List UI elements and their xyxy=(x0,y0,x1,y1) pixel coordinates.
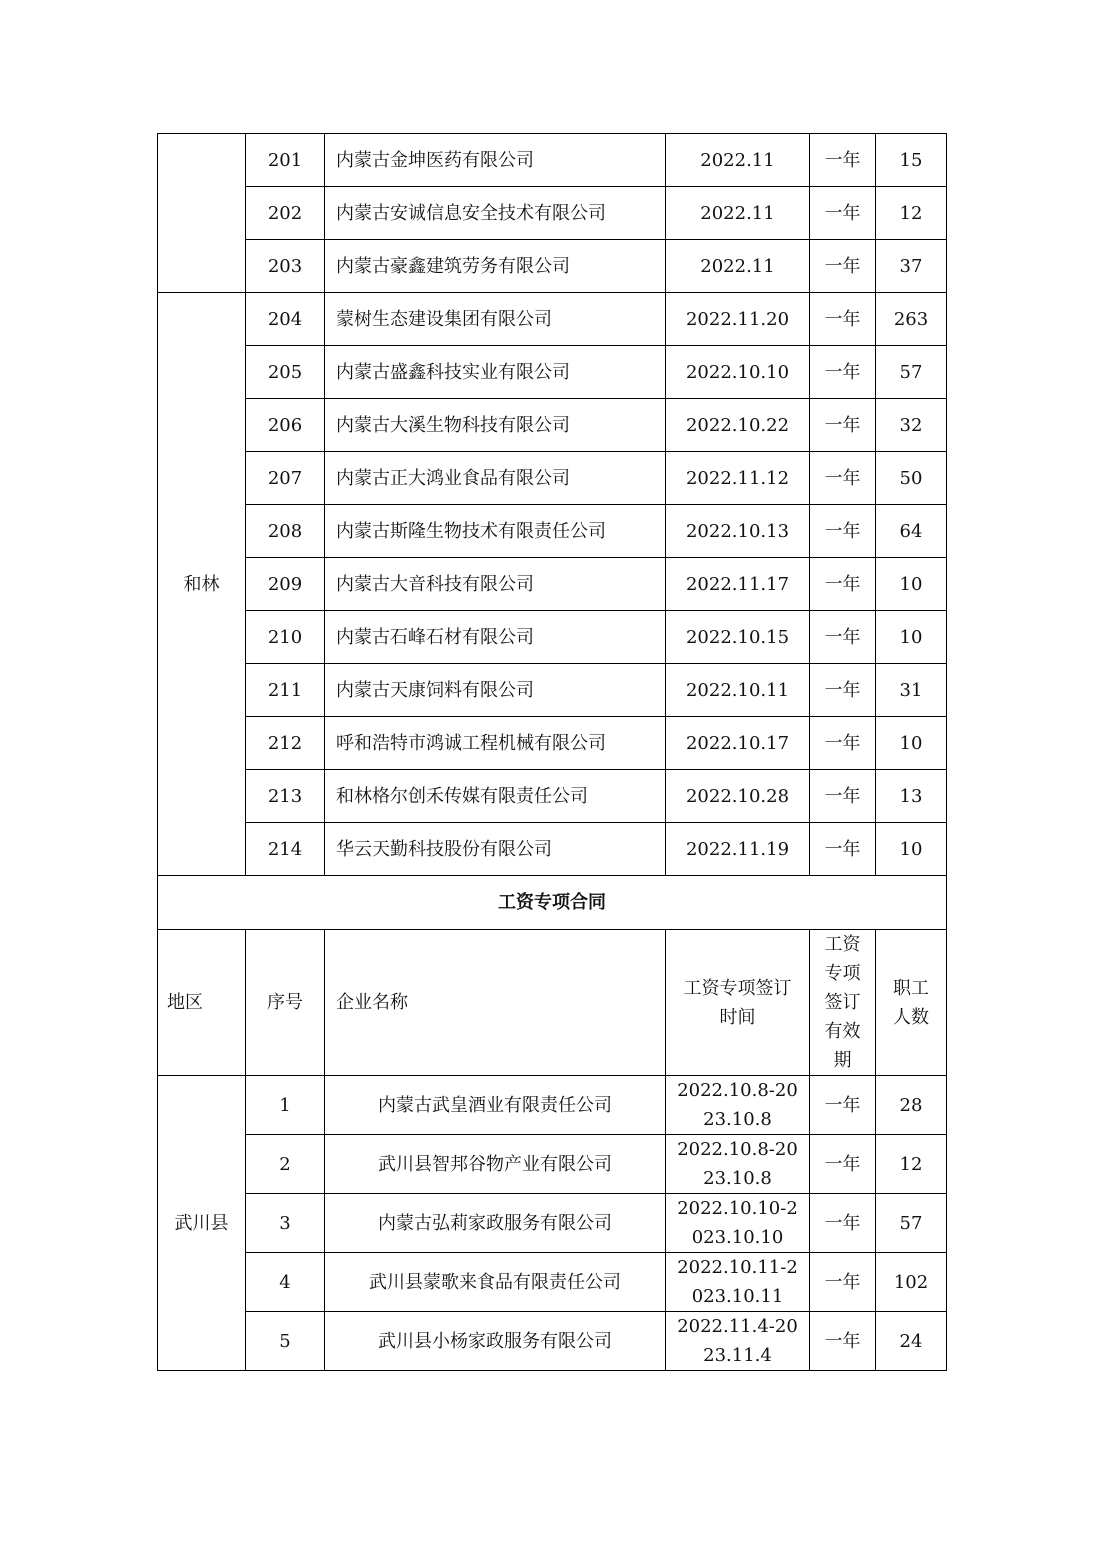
date-cell: 2022.11 xyxy=(666,240,810,293)
term-cell: 一年 xyxy=(810,1194,876,1253)
company-cell: 内蒙古天康饲料有限公司 xyxy=(325,664,666,717)
date-range-cell xyxy=(666,1194,810,1253)
term-cell: 一年 xyxy=(810,558,876,611)
table-row xyxy=(158,611,947,664)
table-row xyxy=(158,1194,947,1253)
workers-cell: 102 xyxy=(876,1253,947,1312)
term-cell: 一年 xyxy=(810,240,876,293)
date-range-line: 2022.10.8-20 xyxy=(677,1080,798,1101)
date-range-line: 023.10.11 xyxy=(691,1286,784,1307)
workers-cell: 263 xyxy=(876,293,947,346)
header-validity-line: 期 xyxy=(833,1050,852,1071)
company-cell: 内蒙古金坤医药有限公司 xyxy=(325,134,666,187)
table-row xyxy=(158,717,947,770)
workers-cell: 10 xyxy=(876,611,947,664)
term-cell: 一年 xyxy=(810,1076,876,1135)
workers-cell: 32 xyxy=(876,399,947,452)
term-cell: 一年 xyxy=(810,664,876,717)
seq-cell: 1 xyxy=(246,1076,325,1135)
header-workers-line: 职工 xyxy=(893,977,929,999)
seq-cell: 214 xyxy=(246,823,325,876)
region-cell: 武川县 xyxy=(158,1076,246,1371)
company-cell: 内蒙古盛鑫科技实业有限公司 xyxy=(325,346,666,399)
term-cell: 一年 xyxy=(810,823,876,876)
company-cell: 内蒙古安诚信息安全技术有限公司 xyxy=(325,187,666,240)
header-sign-time xyxy=(666,930,810,1076)
header-workers-line: 人数 xyxy=(893,1006,929,1028)
date-range-line: 2022.11.4-20 xyxy=(677,1316,798,1337)
header-validity-line: 工资 xyxy=(824,934,861,955)
company-cell: 和林格尔创禾传媒有限责任公司 xyxy=(325,770,666,823)
date-cell: 2022.11 xyxy=(666,187,810,240)
header-seq: 序号 xyxy=(246,930,325,1076)
header-validity-line: 专项 xyxy=(824,963,861,984)
table-row xyxy=(158,134,947,187)
workers-cell: 12 xyxy=(876,187,947,240)
seq-cell: 206 xyxy=(246,399,325,452)
date-cell: 2022.10.11 xyxy=(666,664,810,717)
date-cell: 2022.10.13 xyxy=(666,505,810,558)
table-row xyxy=(158,399,947,452)
header-company: 企业名称 xyxy=(325,930,666,1076)
workers-cell: 37 xyxy=(876,240,947,293)
seq-cell: 4 xyxy=(246,1253,325,1312)
term-cell: 一年 xyxy=(810,770,876,823)
workers-cell: 15 xyxy=(876,134,947,187)
term-cell: 一年 xyxy=(810,717,876,770)
workers-cell: 57 xyxy=(876,346,947,399)
table-row xyxy=(158,346,947,399)
table-row xyxy=(158,1135,947,1194)
workers-cell: 12 xyxy=(876,1135,947,1194)
seq-cell: 205 xyxy=(246,346,325,399)
term-cell: 一年 xyxy=(810,1253,876,1312)
workers-cell: 50 xyxy=(876,452,947,505)
term-cell: 一年 xyxy=(810,134,876,187)
workers-cell: 28 xyxy=(876,1076,947,1135)
seq-cell: 204 xyxy=(246,293,325,346)
date-range-line: 023.10.10 xyxy=(691,1227,784,1248)
company-cell: 呼和浩特市鸿诚工程机械有限公司 xyxy=(325,717,666,770)
company-cell: 武川县智邦谷物产业有限公司 xyxy=(325,1135,666,1194)
contract-table xyxy=(157,133,947,1371)
header-row xyxy=(158,930,947,1076)
term-cell: 一年 xyxy=(810,1135,876,1194)
date-range-line: 23.11.4 xyxy=(703,1345,772,1366)
section-title-row xyxy=(158,876,947,930)
date-range-line: 23.10.8 xyxy=(703,1168,772,1189)
header-region: 地区 xyxy=(158,930,246,1076)
table-row xyxy=(158,240,947,293)
term-cell: 一年 xyxy=(810,611,876,664)
date-cell: 2022.10.22 xyxy=(666,399,810,452)
header-sign-time-text: 工资专项签订时间 xyxy=(683,977,792,1028)
date-range-line: 2022.10.8-20 xyxy=(677,1139,798,1160)
workers-cell: 57 xyxy=(876,1194,947,1253)
seq-cell: 203 xyxy=(246,240,325,293)
date-range-cell xyxy=(666,1312,810,1371)
seq-cell: 209 xyxy=(246,558,325,611)
company-cell: 蒙树生态建设集团有限公司 xyxy=(325,293,666,346)
company-cell: 内蒙古大溪生物科技有限公司 xyxy=(325,399,666,452)
table-body xyxy=(158,134,947,1371)
date-cell: 2022.10.15 xyxy=(666,611,810,664)
company-cell: 内蒙古大音科技有限公司 xyxy=(325,558,666,611)
term-cell: 一年 xyxy=(810,346,876,399)
company-cell: 武川县蒙歌来食品有限责任公司 xyxy=(325,1253,666,1312)
date-cell: 2022.10.28 xyxy=(666,770,810,823)
table-row xyxy=(158,823,947,876)
table-row xyxy=(158,1253,947,1312)
table-row xyxy=(158,1076,947,1135)
company-cell: 内蒙古弘莉家政服务有限公司 xyxy=(325,1194,666,1253)
table-row xyxy=(158,293,947,346)
region-cell: 和林 xyxy=(158,293,246,876)
workers-cell: 24 xyxy=(876,1312,947,1371)
header-validity-line: 签订 xyxy=(824,992,861,1013)
date-range-cell xyxy=(666,1253,810,1312)
company-cell: 内蒙古石峰石材有限公司 xyxy=(325,611,666,664)
seq-cell: 208 xyxy=(246,505,325,558)
header-validity xyxy=(810,930,876,1076)
seq-cell: 211 xyxy=(246,664,325,717)
table-row xyxy=(158,505,947,558)
date-cell: 2022.11.12 xyxy=(666,452,810,505)
table-row xyxy=(158,452,947,505)
seq-cell: 5 xyxy=(246,1312,325,1371)
company-cell: 内蒙古斯隆生物技术有限责任公司 xyxy=(325,505,666,558)
workers-cell: 64 xyxy=(876,505,947,558)
header-validity-line: 有效 xyxy=(824,1021,861,1042)
workers-cell: 10 xyxy=(876,717,947,770)
term-cell: 一年 xyxy=(810,505,876,558)
seq-cell: 202 xyxy=(246,187,325,240)
company-cell: 内蒙古武皇酒业有限责任公司 xyxy=(325,1076,666,1135)
term-cell: 一年 xyxy=(810,452,876,505)
date-range-line: 2022.10.10-2 xyxy=(677,1198,798,1219)
workers-cell: 10 xyxy=(876,823,947,876)
seq-cell: 207 xyxy=(246,452,325,505)
date-range-cell xyxy=(666,1135,810,1194)
workers-cell: 10 xyxy=(876,558,947,611)
date-cell: 2022.10.17 xyxy=(666,717,810,770)
table-row xyxy=(158,1312,947,1371)
term-cell: 一年 xyxy=(810,293,876,346)
term-cell: 一年 xyxy=(810,1312,876,1371)
table-row xyxy=(158,664,947,717)
seq-cell: 201 xyxy=(246,134,325,187)
table-row xyxy=(158,558,947,611)
workers-cell: 31 xyxy=(876,664,947,717)
table-row xyxy=(158,187,947,240)
company-cell: 武川县小杨家政服务有限公司 xyxy=(325,1312,666,1371)
section-title: 工资专项合同 xyxy=(158,876,947,930)
term-cell: 一年 xyxy=(810,187,876,240)
table-row xyxy=(158,770,947,823)
seq-cell: 2 xyxy=(246,1135,325,1194)
company-cell: 内蒙古豪鑫建筑劳务有限公司 xyxy=(325,240,666,293)
date-cell: 2022.10.10 xyxy=(666,346,810,399)
seq-cell: 210 xyxy=(246,611,325,664)
date-cell: 2022.11 xyxy=(666,134,810,187)
date-cell: 2022.11.20 xyxy=(666,293,810,346)
seq-cell: 213 xyxy=(246,770,325,823)
seq-cell: 3 xyxy=(246,1194,325,1253)
date-cell: 2022.11.19 xyxy=(666,823,810,876)
header-workers xyxy=(876,930,947,1076)
seq-cell: 212 xyxy=(246,717,325,770)
date-range-cell xyxy=(666,1076,810,1135)
company-cell: 内蒙古正大鸿业食品有限公司 xyxy=(325,452,666,505)
company-cell: 华云天勤科技股份有限公司 xyxy=(325,823,666,876)
date-range-line: 2022.10.11-2 xyxy=(677,1257,798,1278)
region-cell xyxy=(158,134,246,293)
term-cell: 一年 xyxy=(810,399,876,452)
date-range-line: 23.10.8 xyxy=(703,1109,772,1130)
workers-cell: 13 xyxy=(876,770,947,823)
date-cell: 2022.11.17 xyxy=(666,558,810,611)
